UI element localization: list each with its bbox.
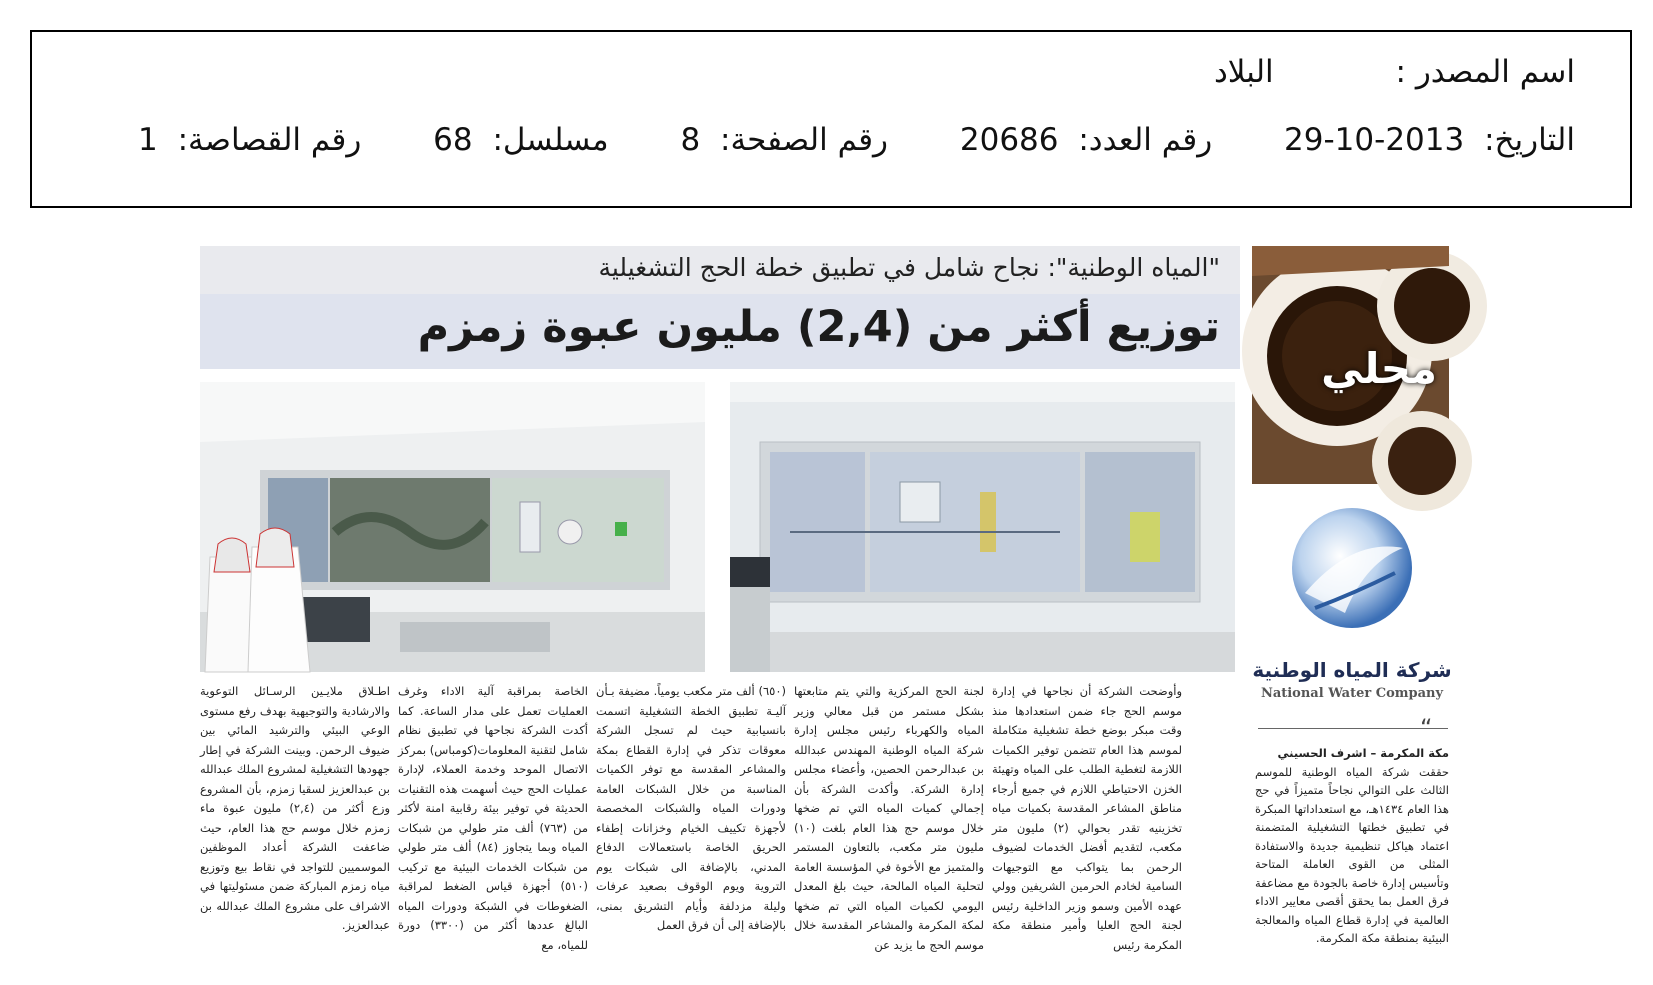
clip-value: 1 bbox=[137, 122, 158, 158]
article-lead-column bbox=[1255, 744, 1449, 959]
date-field bbox=[1284, 122, 1575, 158]
company-name-arabic: شركة المياه الوطنية bbox=[1252, 658, 1452, 682]
section-label: محلي bbox=[1321, 344, 1437, 393]
issue-value: 20686 bbox=[959, 122, 1059, 158]
headline-band bbox=[200, 294, 1240, 369]
article-column-2: لجنة الحج المركزية والتي يتم متابعتها بشكل مستمر من قبل معالي وزير المياه والكهرباء رئيس مجلس إدارة شركة المياه الوطنية المهندس عبدالله بن عبدالرحمن الحصين، وأعضاء مجلس إدارة الشركة. وأكدت الشركة بأن إجمالي كميات المياه التي تم ضخها خلال موسم حج هذا العام بلغت (١٠) مليون متر مكعب، بالتعاون المستمر والمتميز مع الأخوة في المؤسسة العامة لتحلية المياه المالحة، حيث بلغ المعدل اليومي لكميات المياه التي تم ضخها لمكة المكرمة والمشاعر المقدسة خلال موسم الحج ما يزيد عن bbox=[794, 684, 984, 952]
clip-label: رقم القصاصة: bbox=[177, 122, 362, 158]
control-room-image bbox=[200, 382, 705, 672]
date-label: التاريخ: bbox=[1484, 122, 1575, 158]
section-banner-image bbox=[1252, 246, 1449, 484]
article-column-5: اطـلاق ملايـين الرسـائل التوعوية والارشادية والتوجيهية بهدف رفع مستوى الوعي البيئي والترشيد المائي بين ضيوف الرحمن. وبينت الشركة في إطار جهودها التشغيلية لمشروع الملك عبدالله بن عبدالعزيز لسقيا زمزم، بأن المشروع وزع أكثر من (٢,٤) مليون عبوة ماء زمزم خلال موسم حج هذا العام، حيث ضاعفت الشركة أعداد الموظفين الموسميين للتواجد في نقاط بيع وتوزيع مياه زمزم المباركة ضمن مسئوليتها في الاشراف على مشروع الملك عبدالله بن عبدالعزيز. bbox=[200, 684, 390, 932]
page-value: 8 bbox=[680, 122, 701, 158]
article-headline: توزيع أكثر من (2,4) مليون عبوة زمزم bbox=[417, 302, 1220, 352]
control-room-photo-left bbox=[200, 382, 705, 672]
control-room-photo-right bbox=[730, 382, 1235, 672]
article-lead-text: حققت شركة المياه الوطنية للموسم الثالث على التوالي نجاحاً متميزاً في حج هذا العام ١٤٣٤هـ، مع استعداداتها المبكرة في تطبيق خطتها التشغيلية المتضمنة اعتماد هياكل تنظيمية جديدة والاستفادة المثلى من القوى العاملة المتاحة وتأسيس إدارة خاصة بالجودة مع مضاعفة فرق العمل بما يحقق أقصى معايير الاداء العالمية في إدارة قطاع المياه والمعالجة البيئية بمنطقة مكة المكرمة. bbox=[1255, 764, 1449, 945]
clip-field bbox=[138, 122, 361, 158]
serial-label: مسلسل: bbox=[492, 122, 609, 158]
water-drop-logo-icon bbox=[1285, 498, 1420, 648]
article-kicker bbox=[200, 246, 1240, 294]
issue-label: رقم العدد: bbox=[1078, 122, 1213, 158]
page-field bbox=[680, 122, 888, 158]
serial-value: 68 bbox=[433, 122, 473, 158]
company-name-english: National Water Company bbox=[1260, 686, 1444, 701]
source-value: البلاد bbox=[1213, 54, 1274, 90]
article-column-3: (٦٥٠) ألف متر مكعب يومياً. مضيفة بـأن آليـة تطبيق الخطة التشغيلية اتسمت بانسيابية حيث لم تسجل الشركة معوقات تذكر في إدارة القطاع بمكة والمشاعر المقدسة مع توفر الكميات المناسبة من خلال الشبكات العامة ودورات المياه والشبكات المخصصة لأجهزة تكييف الخيام وخزانات إطفاء الحريق الخاصة باستعمالات الدفاع المدني، بالإضافة الى شبكات يوم التروية ويوم الوقوف بصعيد عرفات وليلة مزدلفة وأيام التشريق بمنى، بالإضافة إلى أن فرق العمل bbox=[596, 684, 786, 932]
serial-field bbox=[433, 122, 608, 158]
source-label: اسم المصدر : bbox=[1395, 54, 1575, 90]
article-byline: مكة المكرمة – اشرف الحسيني bbox=[1277, 746, 1449, 760]
article-column-4: الخاصة بمراقبة آلية الاداء وغرف العمليات تعمل على مدار الساعة. كما أكدت الشركة نجاحها في تطبيق نظام شامل لتقنية المعلومات(كومباس) بمركز الاتصال الموحد وخدمة العملاء، لإدارة عمليات الحج حيث أسهمت هذه التقنيات الحديثة في توفير بيئة رقابية امنة لأكثر من (٧٦٣) ألف متر طولي من شبكات المياه وبما يتجاوز (٨٤) ألف متر طولي من شبكات الخدمات البيئية مع تركيب (٥١٠) أجهزة قياس الضغط لمراقبة الضغوطات في الشبكة ودورات المياه البالغ عددها أكثر من (٣٣٠٠) دورة للمياه، مع bbox=[398, 684, 588, 952]
monitoring-wall-image bbox=[730, 382, 1235, 672]
source-row bbox=[1214, 54, 1575, 90]
clip-details-row bbox=[76, 122, 1575, 158]
national-water-logo bbox=[1285, 498, 1420, 648]
date-value: 2013-10-29 bbox=[1284, 122, 1465, 158]
quote-mark-icon: “ bbox=[1420, 714, 1433, 742]
kicker-text: "المياه الوطنية": نجاح شامل في تطبيق خطة الحج التشغيلية bbox=[598, 253, 1220, 282]
page-label: رقم الصفحة: bbox=[720, 122, 889, 158]
issue-field bbox=[960, 122, 1212, 158]
article-column-1: وأوضحت الشركة أن نجاحها في إدارة موسم الحج جاء ضمن استعدادها منذ وقت مبكر بوضع خطة تشغيلية متكاملة لموسم هذا العام تتضمن توفير الكميات اللازمة لتغطية الطلب على المياه وتهيئة الخزن الاحتياطي اللازم في جميع أرجاء مناطق المشاعر المقدسة بكميات مياه تخزينيه تقدر بحوالي (٢) مليون متر مكعب، لتقديم أفضل الخدمات لضيوف الرحمن بما يتواكب مع التوجيهات السامية لخادم الحرمين الشريفين وولي عهده الأمين وسمو وزير الداخلية رئيس لجنة الحج العليا وأمير منطقة مكة المكرمة رئيس bbox=[992, 684, 1182, 952]
clipping-metadata-box bbox=[30, 30, 1632, 208]
